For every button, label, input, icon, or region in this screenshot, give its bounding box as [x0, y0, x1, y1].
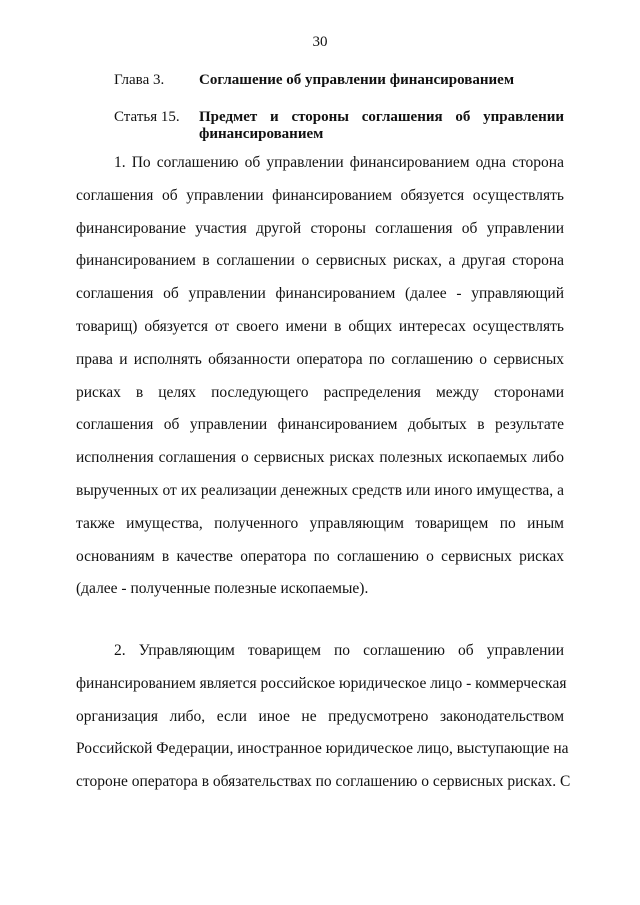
paragraph-line: стороне оператора в обязательствах по соглашению о сервисных рисках. С — [76, 773, 571, 791]
paragraph-line: вырученных от их реализации денежных средств или иного имущества, а — [76, 481, 564, 499]
article-label: Статья 15. — [114, 109, 180, 125]
paragraph-line: соглашения об управлении финансированием (далее - управляющий — [76, 285, 564, 303]
paragraph-line: исполнения соглашения о сервисных рисках полезных ископаемых либо — [76, 449, 564, 467]
paragraph-line: рисках в целях последующего распределения между сторонами — [76, 383, 564, 401]
paragraph-line: финансирование участия другой стороны соглашения об управлении — [76, 219, 564, 237]
paragraph-line: 1. По соглашению об управлении финансированием одна сторона — [114, 154, 564, 171]
paragraph-line: соглашения об управлении финансированием добытых в результате — [76, 416, 564, 434]
paragraph-line: соглашения об управлении финансированием обязуется осуществлять — [76, 186, 564, 204]
article-title: Предмет и стороны соглашения об управлении финансированием — [199, 109, 564, 142]
paragraph-line: организация либо, если иное не предусмотрено законодательством — [76, 707, 564, 725]
chapter-title: Соглашение об управлении финансированием — [199, 72, 515, 88]
page-number: 30 — [312, 34, 328, 50]
paragraph-2 — [76, 635, 571, 799]
paragraph-line: Российской Федерации, иностранное юридическое лицо, выступающие на — [76, 740, 569, 758]
chapter-label: Глава 3. — [114, 72, 165, 88]
paragraph-line: финансированием является российское юридическое лицо - коммерческая — [76, 674, 567, 692]
paragraph-line: также имущества, полученного управляющим товарищем по иным — [76, 514, 564, 532]
paragraph-line: товарищ) обязуется от своего имени в общих интересах осуществлять — [76, 317, 564, 335]
paragraph-line: права и исполнять обязанности оператора по соглашению о сервисных — [76, 350, 564, 368]
paragraph-line: (далее - полученные полезные ископаемые). — [76, 580, 369, 598]
paragraph-line: финансированием в соглашении о сервисных рисках, а другая сторона — [76, 252, 564, 270]
paragraph-line: 2. Управляющим товарищем по соглашению об управлении — [114, 642, 564, 659]
paragraph-line: основаниям в качестве оператора по соглашению о сервисных рисках — [76, 547, 564, 565]
paragraph-1 — [76, 147, 564, 606]
